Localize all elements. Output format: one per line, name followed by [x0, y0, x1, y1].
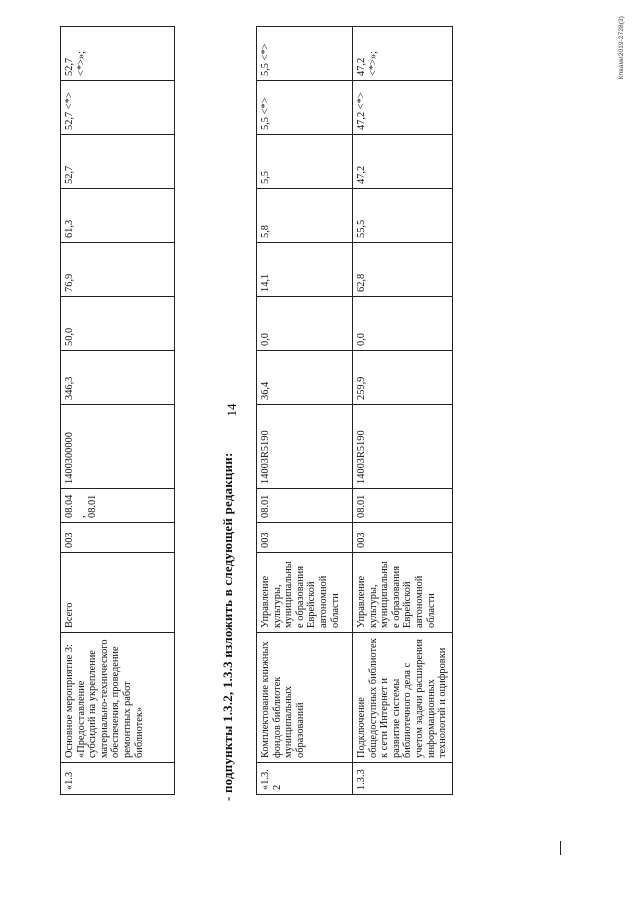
cell-v6: 47,2 <*> — [353, 81, 453, 135]
cell-code: 003 — [257, 523, 353, 553]
cell-num: «1.3.2 — [257, 763, 353, 795]
cell-v7: 5,5 <*> — [257, 27, 353, 81]
cell-executor: Управление культуры, муниципальные образования Еврейской автономной области — [353, 553, 453, 633]
cell-name: Подключение общедоступных библиотек к сети Интернет и развитие системы библиотечного дела с учетом задачи расширения информационных технологий и оцифровки — [353, 633, 453, 763]
cell-rz: 08.04, 08.01 — [61, 489, 175, 523]
table-row — [353, 27, 453, 795]
cell-executor: Управление культуры, муниципальные образования Еврейской автономной области — [257, 553, 353, 633]
cell-v3: 14,1 — [257, 243, 353, 297]
cell-v1: 36,4 — [257, 351, 353, 405]
cell-num: «1.3 — [61, 763, 175, 795]
cell-v4: 61,3 — [61, 189, 175, 243]
cell-v1: 346,3 — [61, 351, 175, 405]
cell-v5: 52,7 — [61, 135, 175, 189]
table-row — [61, 27, 175, 795]
cell-executor: Всего — [61, 553, 175, 633]
cell-v1: 259,9 — [353, 351, 453, 405]
amendment-note: - подпункты 1.3.2, 1.3.3 изложить в следующей редакции: — [220, 452, 235, 801]
table-bottom — [256, 26, 453, 795]
cell-v2: 0,0 — [353, 297, 453, 351]
page-number: 14 — [224, 403, 239, 417]
cell-v5: 5,5 — [257, 135, 353, 189]
table-row — [257, 27, 353, 795]
cell-rz: 08.01 — [353, 489, 453, 523]
margin-mark — [560, 841, 561, 855]
cell-csr: 14003R5190 — [353, 405, 453, 489]
cell-csr: 1400300000 — [61, 405, 175, 489]
cell-code: 003 — [353, 523, 453, 553]
cell-v4: 5,8 — [257, 189, 353, 243]
cell-v4: 55,5 — [353, 189, 453, 243]
cell-v2: 0,0 — [257, 297, 353, 351]
cell-v5: 47,2 — [353, 135, 453, 189]
cell-v2: 50,0 — [61, 297, 175, 351]
cell-code: 003 — [61, 523, 175, 553]
cell-v7: 52,7 <*>»; — [61, 27, 175, 81]
cell-v6: 52,7 <*> — [61, 81, 175, 135]
cell-v7: 47,2 <*>»; — [353, 27, 453, 81]
cell-num: 1.3.3 — [353, 763, 453, 795]
cell-v3: 76,9 — [61, 243, 175, 297]
document-stamp: Кпвами2019-2728(3) — [618, 16, 625, 80]
cell-csr: 14003R5190 — [257, 405, 353, 489]
cell-name: Комплектование книжных фондов библиотек муниципальных образований — [257, 633, 353, 763]
cell-v6: 5,5 <*> — [257, 81, 353, 135]
cell-rz: 08.01 — [257, 489, 353, 523]
cell-v3: 62,8 — [353, 243, 453, 297]
table-top — [60, 26, 175, 795]
cell-name: Основное мероприятие 3: «Предоставление субсидий на укрепление материально-технического обеспечения, проведение ремонтных работ библиотек» — [61, 633, 175, 763]
